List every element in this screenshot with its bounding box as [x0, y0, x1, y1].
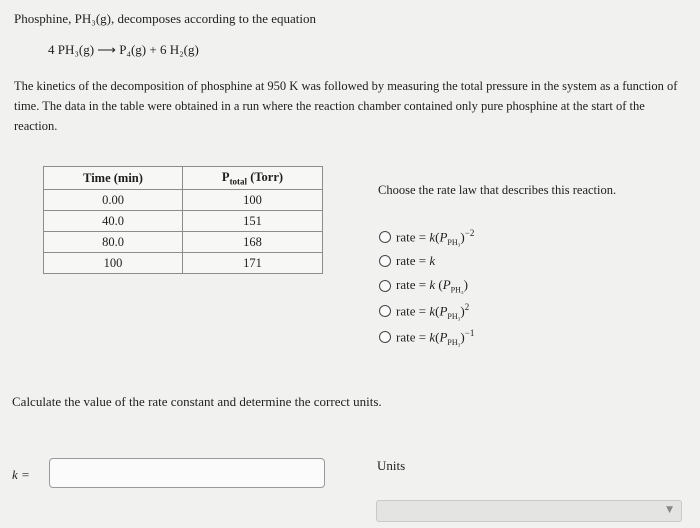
radio-icon[interactable]	[379, 331, 391, 343]
rate-option-order-minus-2[interactable]	[379, 228, 474, 247]
p-symbol: P	[442, 277, 451, 292]
p-subscript: PH₃	[447, 337, 461, 347]
table-cell: 40.0	[44, 211, 183, 232]
equals-sign: =	[418, 329, 427, 345]
radio-icon[interactable]	[379, 231, 391, 243]
time-header: Time (min)	[44, 167, 183, 190]
equals-sign: =	[418, 253, 427, 268]
rate-option-order-minus-1[interactable]	[379, 328, 474, 347]
rate-formula: rate = $k(P_{PH_3})^{-2}$	[396, 228, 475, 247]
equals-sign: =	[418, 277, 427, 292]
table-row	[44, 190, 323, 211]
table-cell: 80.0	[44, 232, 183, 253]
k-symbol: k	[429, 329, 436, 345]
equals-sign: =	[418, 229, 427, 245]
pressure-header-sub: total	[229, 176, 248, 187]
rate-option-order-1[interactable]	[379, 277, 468, 295]
kinetics-description: The kinetics of the decomposition of phosphine at 950 K was followed by measuring the total pressure in the system as a function of time. The data in the table were obtained in a run where the reaction chamber contained only pure phosphine at the start of the reaction.	[14, 79, 678, 133]
chevron-down-icon: ▼	[666, 505, 673, 515]
question-intro: Phosphine, PH₃(g), decomposes according to the equation	[14, 11, 317, 26]
rate-formula: rate = $k(P_{PH_3})^2$	[396, 302, 470, 321]
table-cell: 100	[183, 190, 323, 211]
rate-formula	[396, 253, 435, 269]
table-cell: 151	[183, 211, 323, 232]
radio-icon[interactable]	[379, 305, 391, 317]
table-cell: 0.00	[44, 190, 183, 211]
p-symbol: P	[439, 329, 448, 345]
exponent: −1	[464, 328, 475, 338]
rate-word: rate	[396, 303, 416, 319]
table-cell: 171	[183, 253, 323, 274]
equals-sign: =	[418, 303, 427, 319]
rate-formula: rate = $k(P_{PH_3})^{-1}$	[396, 328, 475, 347]
k-symbol: k	[429, 253, 436, 268]
p-symbol: P	[439, 229, 448, 245]
rate-formula: rate = k $(P_{PH_3})$	[396, 277, 469, 295]
units-label: Units	[377, 458, 406, 473]
radio-icon[interactable]	[379, 280, 391, 292]
p-subscript: PH₃	[450, 285, 464, 295]
reaction-equation: 4 PH₃(g) ⟶ P₄(g) + 6 H₂(g)	[48, 42, 199, 57]
p-symbol: P	[439, 303, 448, 319]
rate-option-order-2[interactable]	[379, 302, 469, 321]
k-label: k =	[12, 467, 30, 482]
table-row	[44, 211, 323, 232]
p-subscript: PH₃	[447, 237, 461, 247]
pressure-header: $P_{total}$ (Torr)	[183, 167, 323, 190]
rate-word: rate	[396, 329, 416, 345]
k-symbol: k	[429, 277, 436, 292]
table-row	[44, 232, 323, 253]
rate-option-order-0[interactable]	[379, 253, 435, 269]
table-cell: 168	[183, 232, 323, 253]
rate-law-prompt: Choose the rate law that describes this reaction.	[378, 183, 617, 197]
table-cell: 100	[44, 253, 183, 274]
rate-word: rate	[396, 229, 416, 245]
k-value-input[interactable]	[49, 458, 325, 488]
p-subscript: PH₃	[447, 311, 461, 321]
pressure-time-table	[43, 166, 323, 274]
exponent: −2	[464, 228, 475, 238]
k-symbol: k	[429, 303, 436, 319]
units-select[interactable]	[376, 500, 682, 522]
exponent: 2	[464, 302, 470, 312]
rate-word: rate	[396, 277, 416, 292]
k-symbol: k	[429, 229, 436, 245]
rate-word: rate	[396, 253, 416, 268]
table-header-row	[44, 167, 323, 190]
table-row	[44, 253, 323, 274]
calc-prompt: Calculate the value of the rate constant and determine the correct units.	[12, 394, 382, 409]
radio-icon[interactable]	[379, 255, 391, 267]
